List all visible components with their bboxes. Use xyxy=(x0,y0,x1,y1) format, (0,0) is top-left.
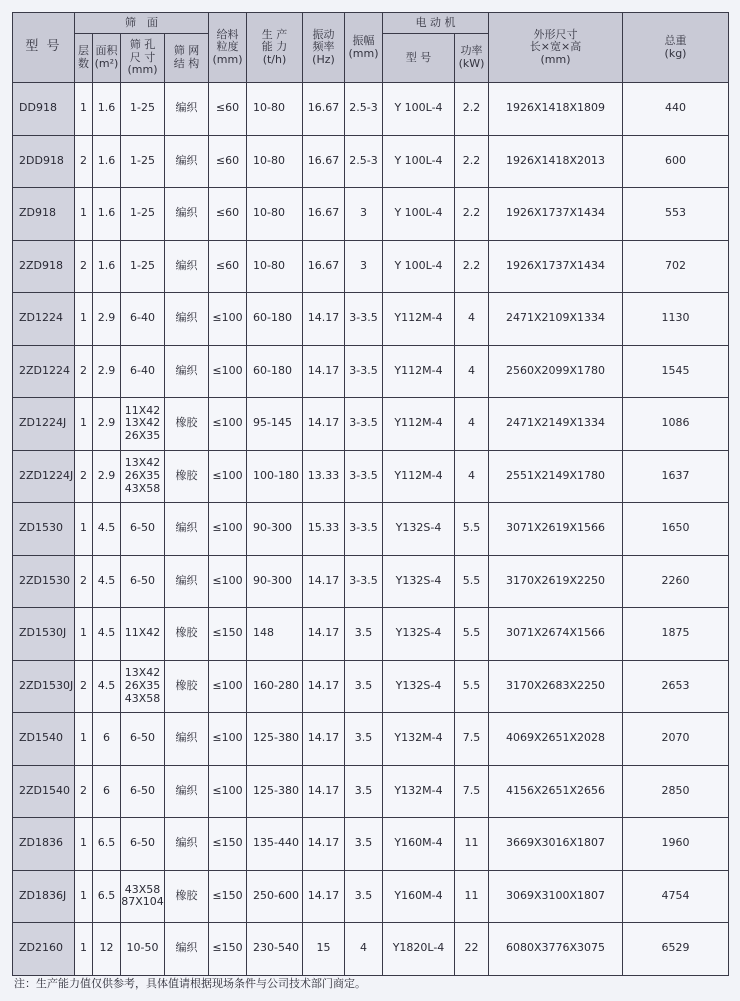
cell-feed: ≤60 xyxy=(209,83,247,136)
cell-model: ZD2160 xyxy=(13,923,75,976)
cell-feed: ≤100 xyxy=(209,345,247,398)
cell-motor: Y160M-4 xyxy=(383,818,455,871)
cell-freq: 14.17 xyxy=(303,345,345,398)
cell-motor: Y160M-4 xyxy=(383,870,455,923)
cell-dims: 4069X2651X2028 xyxy=(489,713,623,766)
cell-dims: 3069X3100X1807 xyxy=(489,870,623,923)
cell-motor: Y132S-4 xyxy=(383,503,455,556)
cell-mesh: 编织 xyxy=(165,135,209,188)
cell-feed: ≤100 xyxy=(209,293,247,346)
table-row xyxy=(13,818,729,871)
cell-model: 2ZD918 xyxy=(13,240,75,293)
cell-capacity: 160-280 xyxy=(247,660,303,713)
cell-area: 12 xyxy=(93,923,121,976)
col-mesh: 筛 网 结 构 xyxy=(165,34,209,83)
col-area: 面积 (m²) xyxy=(93,34,121,83)
cell-feed: ≤100 xyxy=(209,450,247,503)
cell-layers: 2 xyxy=(75,555,93,608)
cell-power: 5.5 xyxy=(455,608,489,661)
cell-motor: Y112M-4 xyxy=(383,345,455,398)
cell-amp: 3-3.5 xyxy=(345,398,383,451)
cell-hole: 1-25 xyxy=(121,240,165,293)
table-row xyxy=(13,608,729,661)
cell-freq: 14.17 xyxy=(303,765,345,818)
cell-weight: 4754 xyxy=(623,870,729,923)
cell-amp: 3-3.5 xyxy=(345,293,383,346)
cell-capacity: 230-540 xyxy=(247,923,303,976)
cell-layers: 2 xyxy=(75,135,93,188)
cell-freq: 14.17 xyxy=(303,713,345,766)
table-row xyxy=(13,923,729,976)
cell-motor: Y132S-4 xyxy=(383,608,455,661)
cell-motor: Y132S-4 xyxy=(383,660,455,713)
cell-area: 6.5 xyxy=(93,818,121,871)
cell-amp: 3-3.5 xyxy=(345,345,383,398)
cell-mesh: 编织 xyxy=(165,293,209,346)
cell-motor: Y132M-4 xyxy=(383,765,455,818)
cell-weight: 1086 xyxy=(623,398,729,451)
cell-weight: 2070 xyxy=(623,713,729,766)
cell-dims: 2551X2149X1780 xyxy=(489,450,623,503)
table-header xyxy=(13,13,729,83)
cell-capacity: 125-380 xyxy=(247,765,303,818)
cell-amp: 3.5 xyxy=(345,713,383,766)
cell-capacity: 250-600 xyxy=(247,870,303,923)
table-row xyxy=(13,450,729,503)
cell-capacity: 90-300 xyxy=(247,555,303,608)
cell-weight: 2260 xyxy=(623,555,729,608)
cell-area: 6 xyxy=(93,713,121,766)
cell-hole: 11X42 xyxy=(121,608,165,661)
cell-power: 4 xyxy=(455,345,489,398)
cell-amp: 3.5 xyxy=(345,608,383,661)
cell-weight: 702 xyxy=(623,240,729,293)
cell-amp: 3-3.5 xyxy=(345,503,383,556)
col-motor-power: 功率 (kW) xyxy=(455,34,489,83)
cell-capacity: 100-180 xyxy=(247,450,303,503)
cell-layers: 2 xyxy=(75,240,93,293)
cell-freq: 16.67 xyxy=(303,83,345,136)
cell-dims: 4156X2651X2656 xyxy=(489,765,623,818)
cell-hole: 6-50 xyxy=(121,818,165,871)
cell-model: 2DD918 xyxy=(13,135,75,188)
cell-power: 11 xyxy=(455,818,489,871)
cell-feed: ≤150 xyxy=(209,923,247,976)
col-dims: 外形尺寸 长×宽×高 (mm) xyxy=(489,13,623,83)
cell-power: 4 xyxy=(455,398,489,451)
cell-feed: ≤60 xyxy=(209,240,247,293)
cell-area: 2.9 xyxy=(93,345,121,398)
col-amp: 振幅 (mm) xyxy=(345,13,383,83)
cell-weight: 2653 xyxy=(623,660,729,713)
cell-hole: 6-50 xyxy=(121,713,165,766)
cell-motor: Y132M-4 xyxy=(383,713,455,766)
cell-area: 1.6 xyxy=(93,188,121,241)
cell-dims: 1926X1737X1434 xyxy=(489,188,623,241)
cell-mesh: 编织 xyxy=(165,765,209,818)
cell-capacity: 90-300 xyxy=(247,503,303,556)
cell-amp: 3.5 xyxy=(345,660,383,713)
cell-mesh: 橡胶 xyxy=(165,450,209,503)
cell-amp: 3-3.5 xyxy=(345,450,383,503)
table-row xyxy=(13,83,729,136)
cell-dims: 6080X3776X3075 xyxy=(489,923,623,976)
cell-area: 1.6 xyxy=(93,135,121,188)
table-row xyxy=(13,870,729,923)
cell-model: DD918 xyxy=(13,83,75,136)
col-capacity: 生 产 能 力 (t/h) xyxy=(247,13,303,83)
cell-power: 5.5 xyxy=(455,660,489,713)
cell-freq: 15 xyxy=(303,923,345,976)
col-hole: 筛 孔 尺 寸 (mm) xyxy=(121,34,165,83)
cell-hole: 6-50 xyxy=(121,503,165,556)
cell-feed: ≤60 xyxy=(209,188,247,241)
cell-area: 6.5 xyxy=(93,870,121,923)
cell-power: 2.2 xyxy=(455,83,489,136)
cell-model: 2ZD1224J xyxy=(13,450,75,503)
cell-model: ZD1224J xyxy=(13,398,75,451)
col-layers: 层 数 xyxy=(75,34,93,83)
cell-capacity: 10-80 xyxy=(247,135,303,188)
cell-freq: 14.17 xyxy=(303,398,345,451)
cell-power: 11 xyxy=(455,870,489,923)
cell-area: 2.9 xyxy=(93,450,121,503)
cell-feed: ≤150 xyxy=(209,608,247,661)
cell-motor: Y112M-4 xyxy=(383,450,455,503)
cell-dims: 3669X3016X1807 xyxy=(489,818,623,871)
cell-freq: 14.17 xyxy=(303,870,345,923)
cell-mesh: 编织 xyxy=(165,83,209,136)
cell-mesh: 编织 xyxy=(165,818,209,871)
cell-model: ZD1530J xyxy=(13,608,75,661)
cell-layers: 1 xyxy=(75,818,93,871)
cell-motor: Y112M-4 xyxy=(383,398,455,451)
cell-dims: 1926X1418X1809 xyxy=(489,83,623,136)
cell-feed: ≤150 xyxy=(209,870,247,923)
cell-area: 1.6 xyxy=(93,240,121,293)
cell-power: 7.5 xyxy=(455,765,489,818)
cell-power: 22 xyxy=(455,923,489,976)
cell-weight: 6529 xyxy=(623,923,729,976)
cell-freq: 14.17 xyxy=(303,818,345,871)
cell-weight: 1130 xyxy=(623,293,729,346)
cell-mesh: 编织 xyxy=(165,345,209,398)
col-motor: 电 动 机 xyxy=(383,13,489,34)
cell-hole: 1-25 xyxy=(121,83,165,136)
cell-model: 2ZD1530J xyxy=(13,660,75,713)
cell-power: 2.2 xyxy=(455,135,489,188)
table-row xyxy=(13,503,729,556)
cell-hole: 13X42 26X35 43X58 xyxy=(121,450,165,503)
cell-amp: 3-3.5 xyxy=(345,555,383,608)
cell-hole: 1-25 xyxy=(121,135,165,188)
cell-amp: 4 xyxy=(345,923,383,976)
cell-mesh: 编织 xyxy=(165,713,209,766)
cell-weight: 1650 xyxy=(623,503,729,556)
cell-weight: 1960 xyxy=(623,818,729,871)
cell-freq: 16.67 xyxy=(303,135,345,188)
cell-motor: Y112M-4 xyxy=(383,293,455,346)
cell-mesh: 编织 xyxy=(165,923,209,976)
cell-dims: 3071X2619X1566 xyxy=(489,503,623,556)
cell-model: ZD1836 xyxy=(13,818,75,871)
cell-feed: ≤100 xyxy=(209,765,247,818)
cell-power: 2.2 xyxy=(455,240,489,293)
table-row xyxy=(13,345,729,398)
spec-table xyxy=(12,12,729,976)
cell-layers: 1 xyxy=(75,398,93,451)
cell-amp: 2.5-3 xyxy=(345,135,383,188)
col-screen: 筛 面 xyxy=(75,13,209,34)
cell-capacity: 60-180 xyxy=(247,345,303,398)
table-row xyxy=(13,555,729,608)
cell-mesh: 编织 xyxy=(165,188,209,241)
cell-motor: Y1820L-4 xyxy=(383,923,455,976)
cell-capacity: 10-80 xyxy=(247,240,303,293)
cell-power: 4 xyxy=(455,293,489,346)
cell-capacity: 135-440 xyxy=(247,818,303,871)
table-row xyxy=(13,765,729,818)
cell-dims: 3071X2674X1566 xyxy=(489,608,623,661)
cell-layers: 1 xyxy=(75,83,93,136)
cell-layers: 1 xyxy=(75,608,93,661)
col-freq: 振动 频率 (Hz) xyxy=(303,13,345,83)
cell-motor: Y 100L-4 xyxy=(383,135,455,188)
col-weight: 总重 (kg) xyxy=(623,13,729,83)
cell-area: 6 xyxy=(93,765,121,818)
cell-power: 4 xyxy=(455,450,489,503)
cell-weight: 1545 xyxy=(623,345,729,398)
col-model: 型 号 xyxy=(13,13,75,83)
cell-freq: 13.33 xyxy=(303,450,345,503)
cell-dims: 1926X1418X2013 xyxy=(489,135,623,188)
cell-amp: 2.5-3 xyxy=(345,83,383,136)
cell-weight: 1637 xyxy=(623,450,729,503)
cell-amp: 3.5 xyxy=(345,765,383,818)
cell-layers: 1 xyxy=(75,713,93,766)
cell-layers: 2 xyxy=(75,345,93,398)
cell-hole: 6-50 xyxy=(121,765,165,818)
cell-power: 5.5 xyxy=(455,555,489,608)
cell-freq: 16.67 xyxy=(303,188,345,241)
cell-feed: ≤60 xyxy=(209,135,247,188)
cell-weight: 440 xyxy=(623,83,729,136)
cell-capacity: 10-80 xyxy=(247,188,303,241)
cell-feed: ≤100 xyxy=(209,503,247,556)
cell-hole: 1-25 xyxy=(121,188,165,241)
cell-dims: 1926X1737X1434 xyxy=(489,240,623,293)
table-body xyxy=(13,83,729,976)
cell-model: ZD1224 xyxy=(13,293,75,346)
cell-area: 1.6 xyxy=(93,83,121,136)
cell-weight: 1875 xyxy=(623,608,729,661)
cell-hole: 10-50 xyxy=(121,923,165,976)
cell-capacity: 60-180 xyxy=(247,293,303,346)
cell-hole: 11X42 13X42 26X35 xyxy=(121,398,165,451)
cell-model: ZD1836J xyxy=(13,870,75,923)
cell-layers: 2 xyxy=(75,660,93,713)
cell-dims: 3170X2619X2250 xyxy=(489,555,623,608)
cell-layers: 1 xyxy=(75,923,93,976)
cell-hole: 13X42 26X35 43X58 xyxy=(121,660,165,713)
cell-motor: Y 100L-4 xyxy=(383,240,455,293)
cell-motor: Y 100L-4 xyxy=(383,188,455,241)
cell-freq: 14.17 xyxy=(303,660,345,713)
table-row xyxy=(13,135,729,188)
cell-dims: 3170X2683X2250 xyxy=(489,660,623,713)
cell-layers: 2 xyxy=(75,450,93,503)
cell-area: 4.5 xyxy=(93,555,121,608)
cell-dims: 2471X2149X1334 xyxy=(489,398,623,451)
cell-layers: 1 xyxy=(75,503,93,556)
cell-hole: 6-50 xyxy=(121,555,165,608)
table-row xyxy=(13,713,729,766)
cell-area: 4.5 xyxy=(93,660,121,713)
col-motor-model: 型 号 xyxy=(383,34,455,83)
cell-dims: 2471X2109X1334 xyxy=(489,293,623,346)
cell-model: ZD1540 xyxy=(13,713,75,766)
cell-freq: 16.67 xyxy=(303,240,345,293)
cell-mesh: 编织 xyxy=(165,503,209,556)
cell-feed: ≤150 xyxy=(209,818,247,871)
cell-power: 5.5 xyxy=(455,503,489,556)
cell-amp: 3.5 xyxy=(345,870,383,923)
cell-capacity: 148 xyxy=(247,608,303,661)
cell-weight: 2850 xyxy=(623,765,729,818)
cell-area: 4.5 xyxy=(93,503,121,556)
cell-mesh: 橡胶 xyxy=(165,870,209,923)
footnote: 注：生产能力值仅供参考，具体值请根据现场条件与公司技术部门商定。 xyxy=(14,977,366,990)
table-row xyxy=(13,398,729,451)
cell-model: ZD1530 xyxy=(13,503,75,556)
cell-motor: Y132S-4 xyxy=(383,555,455,608)
cell-freq: 14.17 xyxy=(303,293,345,346)
cell-power: 2.2 xyxy=(455,188,489,241)
table-row xyxy=(13,188,729,241)
cell-mesh: 橡胶 xyxy=(165,398,209,451)
cell-mesh: 橡胶 xyxy=(165,660,209,713)
cell-capacity: 95-145 xyxy=(247,398,303,451)
cell-amp: 3 xyxy=(345,240,383,293)
cell-capacity: 10-80 xyxy=(247,83,303,136)
cell-dims: 2560X2099X1780 xyxy=(489,345,623,398)
cell-freq: 15.33 xyxy=(303,503,345,556)
cell-layers: 1 xyxy=(75,870,93,923)
cell-hole: 6-40 xyxy=(121,293,165,346)
cell-freq: 14.17 xyxy=(303,555,345,608)
cell-feed: ≤100 xyxy=(209,713,247,766)
cell-layers: 1 xyxy=(75,293,93,346)
cell-model: ZD918 xyxy=(13,188,75,241)
table-row xyxy=(13,660,729,713)
cell-amp: 3 xyxy=(345,188,383,241)
cell-power: 7.5 xyxy=(455,713,489,766)
cell-layers: 1 xyxy=(75,188,93,241)
cell-feed: ≤100 xyxy=(209,398,247,451)
cell-amp: 3.5 xyxy=(345,818,383,871)
cell-mesh: 橡胶 xyxy=(165,608,209,661)
table-row xyxy=(13,240,729,293)
cell-layers: 2 xyxy=(75,765,93,818)
cell-capacity: 125-380 xyxy=(247,713,303,766)
cell-freq: 14.17 xyxy=(303,608,345,661)
cell-area: 2.9 xyxy=(93,398,121,451)
cell-model: 2ZD1224 xyxy=(13,345,75,398)
col-feed: 给料 粒度 (mm) xyxy=(209,13,247,83)
cell-weight: 600 xyxy=(623,135,729,188)
cell-area: 4.5 xyxy=(93,608,121,661)
cell-model: 2ZD1530 xyxy=(13,555,75,608)
cell-model: 2ZD1540 xyxy=(13,765,75,818)
cell-feed: ≤100 xyxy=(209,555,247,608)
cell-feed: ≤100 xyxy=(209,660,247,713)
cell-hole: 43X58 87X104 xyxy=(121,870,165,923)
cell-hole: 6-40 xyxy=(121,345,165,398)
cell-weight: 553 xyxy=(623,188,729,241)
cell-motor: Y 100L-4 xyxy=(383,83,455,136)
cell-mesh: 编织 xyxy=(165,555,209,608)
cell-area: 2.9 xyxy=(93,293,121,346)
table-row xyxy=(13,293,729,346)
cell-mesh: 编织 xyxy=(165,240,209,293)
